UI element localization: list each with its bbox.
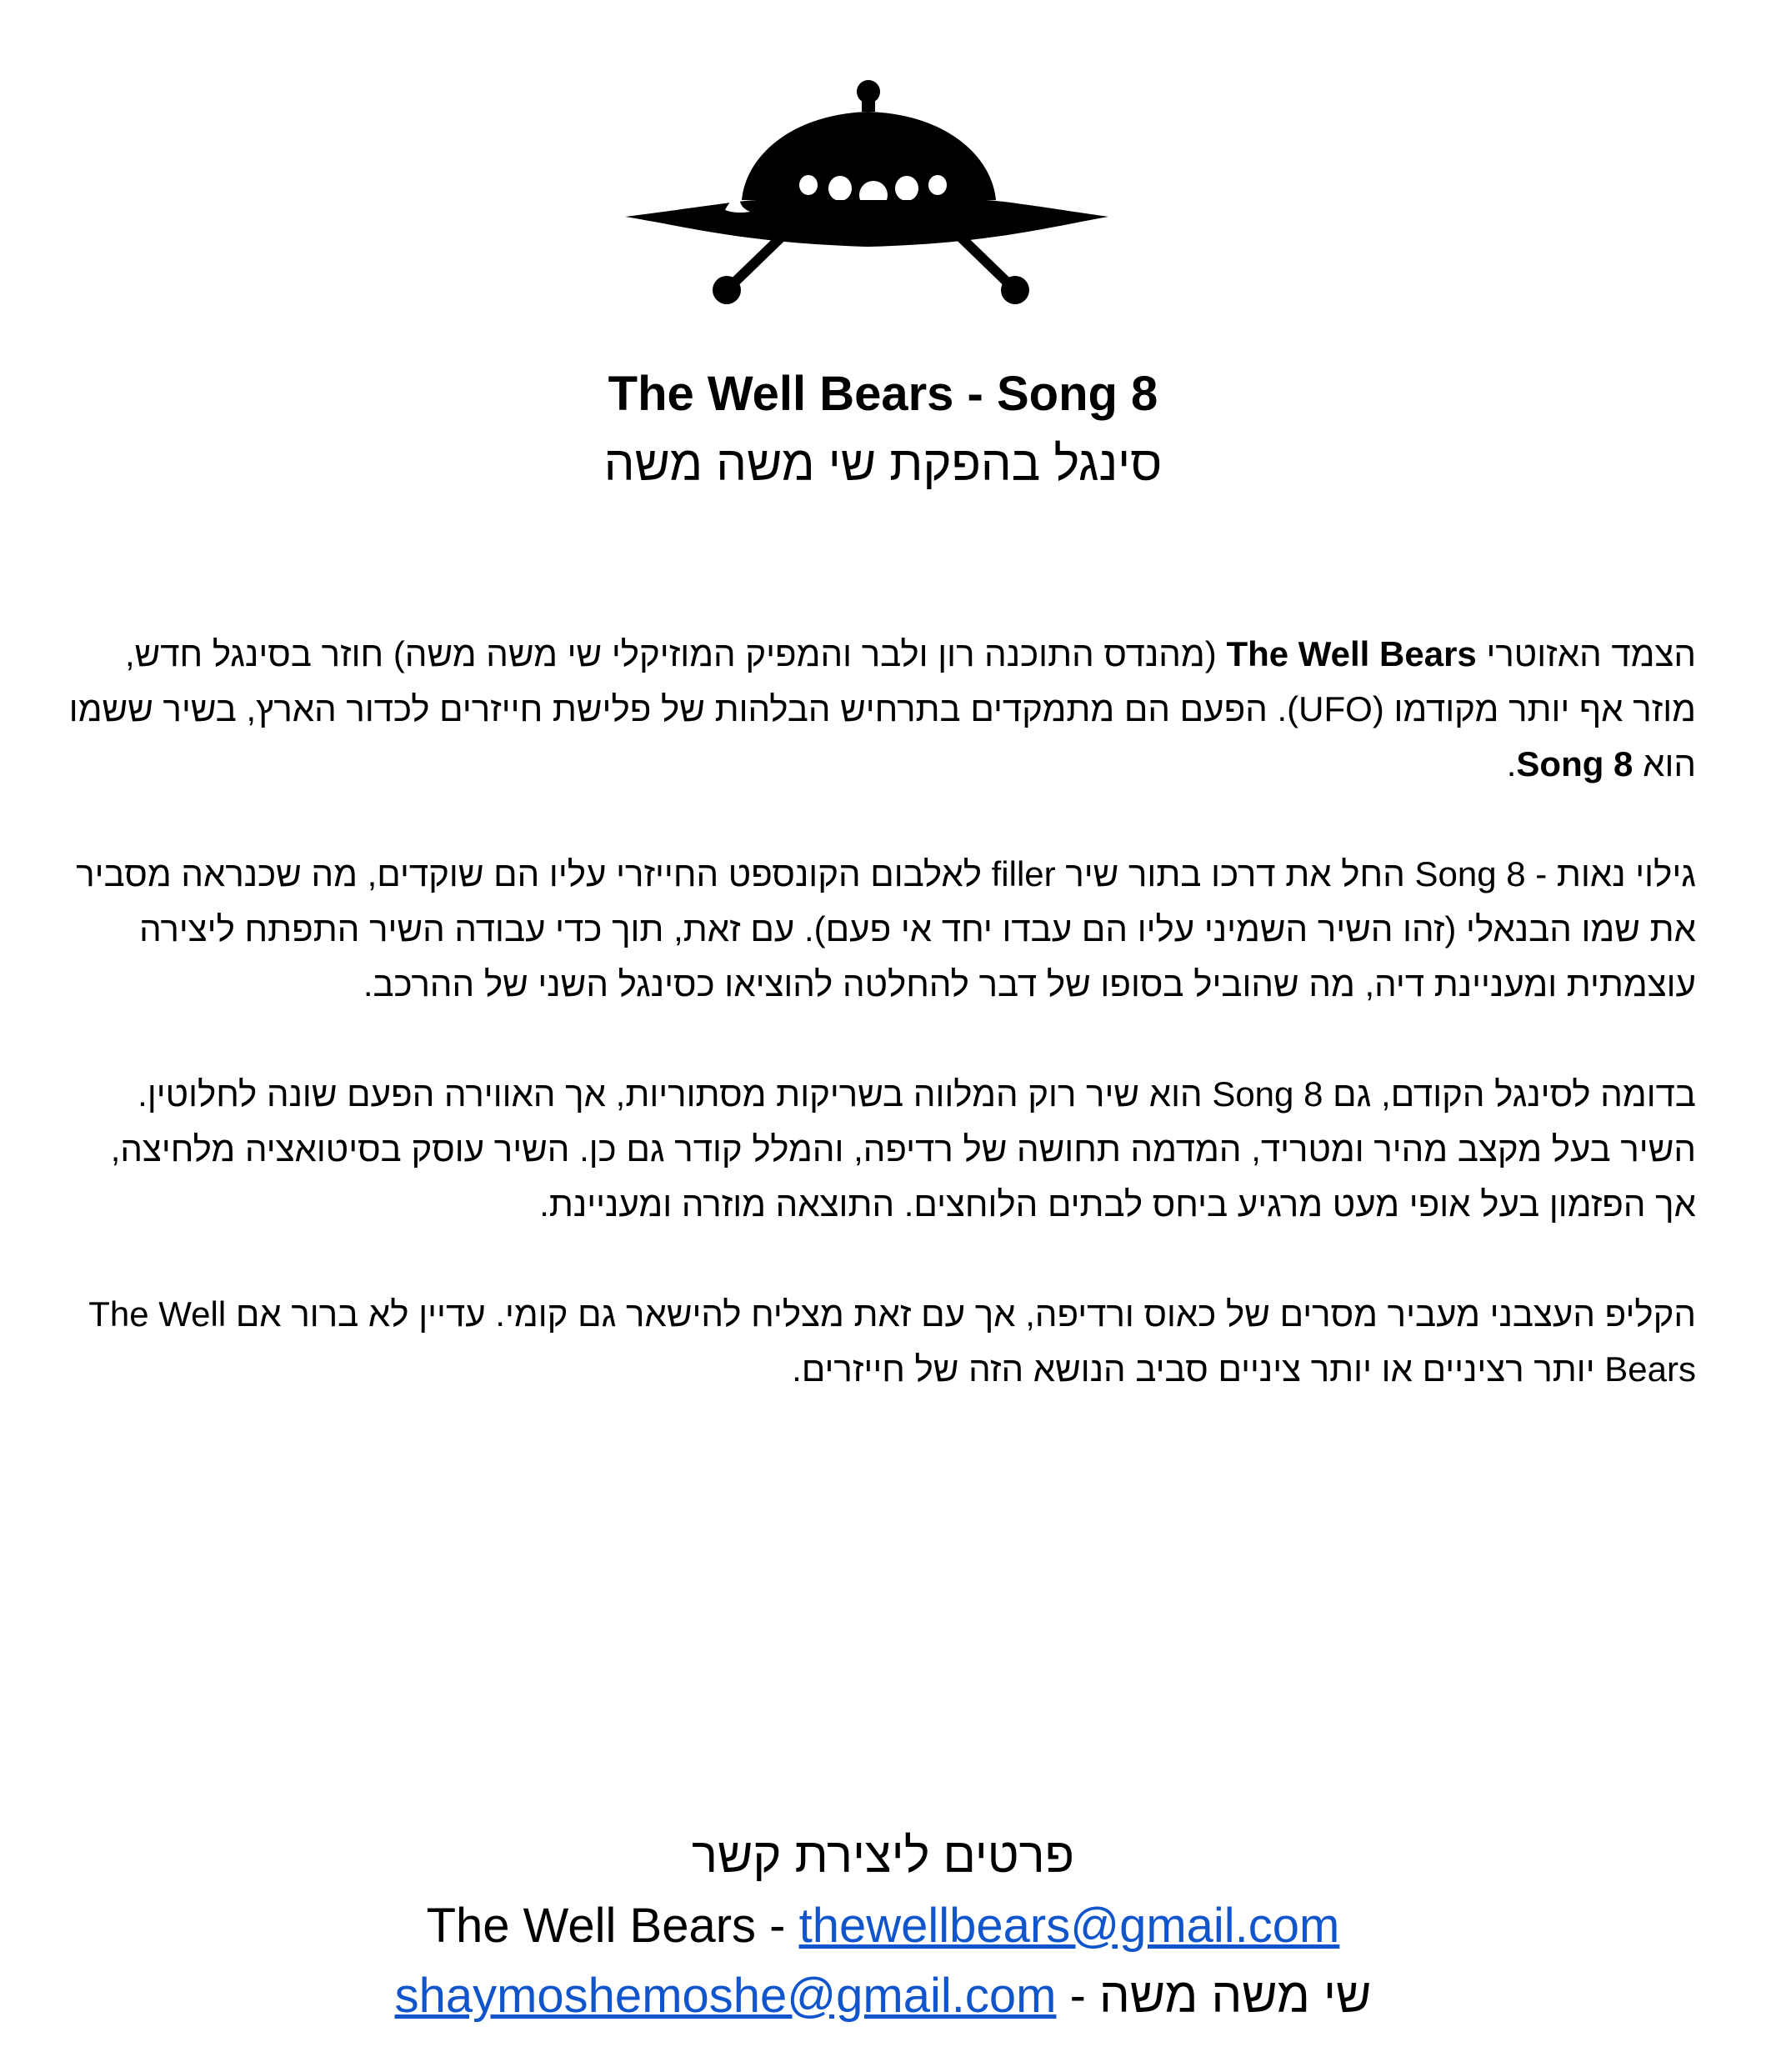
contact-separator: - <box>756 1899 799 1953</box>
paragraph-intro-part: . <box>1506 744 1517 783</box>
page-subtitle: סינגל בהפקת שי משה משה <box>603 437 1163 491</box>
contact-separator: - <box>1056 1969 1099 2023</box>
contact-line-producer <box>0 1961 1766 2031</box>
paragraph-intro-part: הצמד האזוטרי <box>1476 634 1696 673</box>
contact-name: The Well Bears <box>426 1899 757 1953</box>
song-name: Song 8 <box>1516 744 1633 783</box>
producer-email-link[interactable]: shaymoshemoshe@gmail.com <box>394 1969 1057 2023</box>
band-email-link[interactable]: thewellbears@gmail.com <box>798 1899 1340 1953</box>
contact-line-band <box>0 1891 1766 1961</box>
contact-heading: פרטים ליצירת קשר <box>691 1829 1074 1883</box>
article-body <box>67 627 1696 1452</box>
paragraph-intro <box>67 627 1696 792</box>
paragraph-description: בדומה לסינגל הקודם, גם Song 8 הוא שיר רוק המלווה בשריקות מסתוריות, אך האווירה הפעם שונה לחלוטין. השיר בעל מקצב מהיר ומטריד, המדמה תחושה של רדיפה, והמלל קודר גם כן. השיר עוסק בסיטואציה מלחיצה, אך הפזמון בעל אופי מעט מרגיע ביחס לבתים הלוחצים. התוצאה מוזרה ומעניינת. <box>110 1074 1696 1224</box>
page-title: The Well Bears - Song 8 <box>608 367 1158 421</box>
band-name: The Well Bears <box>1226 634 1477 673</box>
paragraph-clip: הקליפ העצבני מעביר מסרים של כאוס ורדיפה, אך עם זאת מצליח להישאר גם קומי. עדיין לא ברור אם The Well Bears יותר רציניים או יותר ציניים סביב הנושא הזה של חייזרים. <box>88 1294 1696 1389</box>
contact-section <box>0 1821 1766 2031</box>
ufo-icon <box>625 77 1108 310</box>
contact-name: שי משה משה <box>1099 1969 1372 2023</box>
paragraph-intro-part: (מהנדס התוכנה רון ולבר והמפיק המוזיקלי שי משה משה) חוזר בסינגל חדש, מוזר אף יותר מקודמו (UFO). הפעם הם מתמקדים בתרחיש הבלהות של פלישת חייזרים לכדור הארץ, בשיר ששמו הוא <box>68 634 1696 783</box>
paragraph-disclosure: גילוי נאות - Song 8 החל את דרכו בתור שיר filler לאלבום הקונספט החייזרי עליו הם שוקדים, מה שכנראה מסביר את שמו הבנאלי (זהו השיר השמיני עליו הם עבדו יחד אי פעם). עם זאת, תוך כדי עבודה השיר התפתח ליצירה עוצמתית ומעניינת דיה, מה שהוביל בסופו של דבר להחלטה להוציאו כסינגל השני של ההרכב. <box>76 854 1696 1003</box>
